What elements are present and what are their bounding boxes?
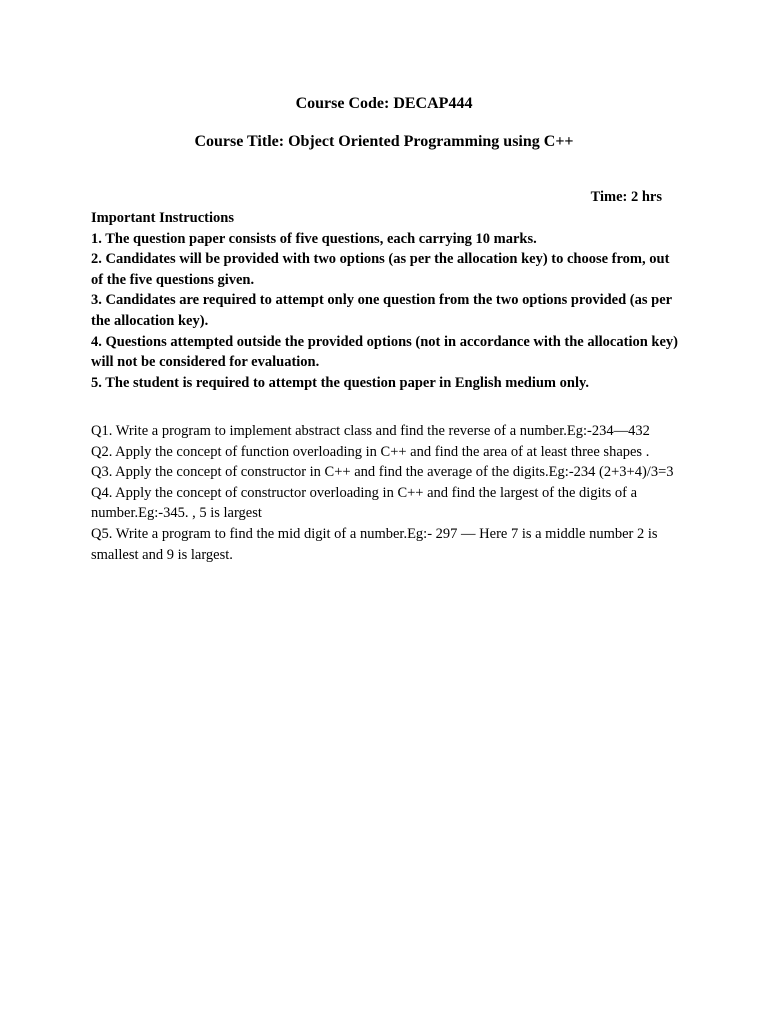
instruction-item: 2. Candidates will be provided with two options (as per the allocation key) to choose from, out of the five questions given. <box>91 251 670 288</box>
question-item: Q2. Apply the concept of function overloading in C++ and find the area of at least three shapes . <box>91 443 650 460</box>
instruction-item: 1. The question paper consists of five questions, each carrying 10 marks. <box>91 230 537 247</box>
instructions-title: Important Instructions <box>91 210 234 226</box>
course-code: Course Code: DECAP444 <box>295 95 473 112</box>
question-item: Q3. Apply the concept of constructor in C++ and find the average of the digits.Eg:-234 (2+3+4)/3=3 <box>91 464 674 481</box>
instruction-item: 5. The student is required to attempt the question paper in English medium only. <box>91 374 590 391</box>
question-item: Q1. Write a program to implement abstract class and find the reverse of a number.Eg:-234—432 <box>91 423 650 439</box>
questions-section <box>91 421 681 565</box>
question-item: Q5. Write a program to find the mid digit of a number.Eg:- 297 — Here 7 is a middle number 2 is smallest and 9 is largest. <box>91 525 658 563</box>
instruction-item: 4. Questions attempted outside the provided options (not in accordance with the allocation key) will not be considered for evaluation. <box>91 333 678 371</box>
question-item: Q4. Apply the concept of constructor overloading in C++ and find the largest of the digits of a number.Eg:-345. , 5 is largest <box>91 484 638 522</box>
course-title: Course Title: Object Oriented Programming using C++ <box>194 133 574 150</box>
instruction-item: 3. Candidates are required to attempt only one question from the two options provided (as per the allocation key). <box>91 292 672 329</box>
instructions-section <box>91 208 681 393</box>
time-allowed: Time: 2 hrs <box>590 189 662 205</box>
